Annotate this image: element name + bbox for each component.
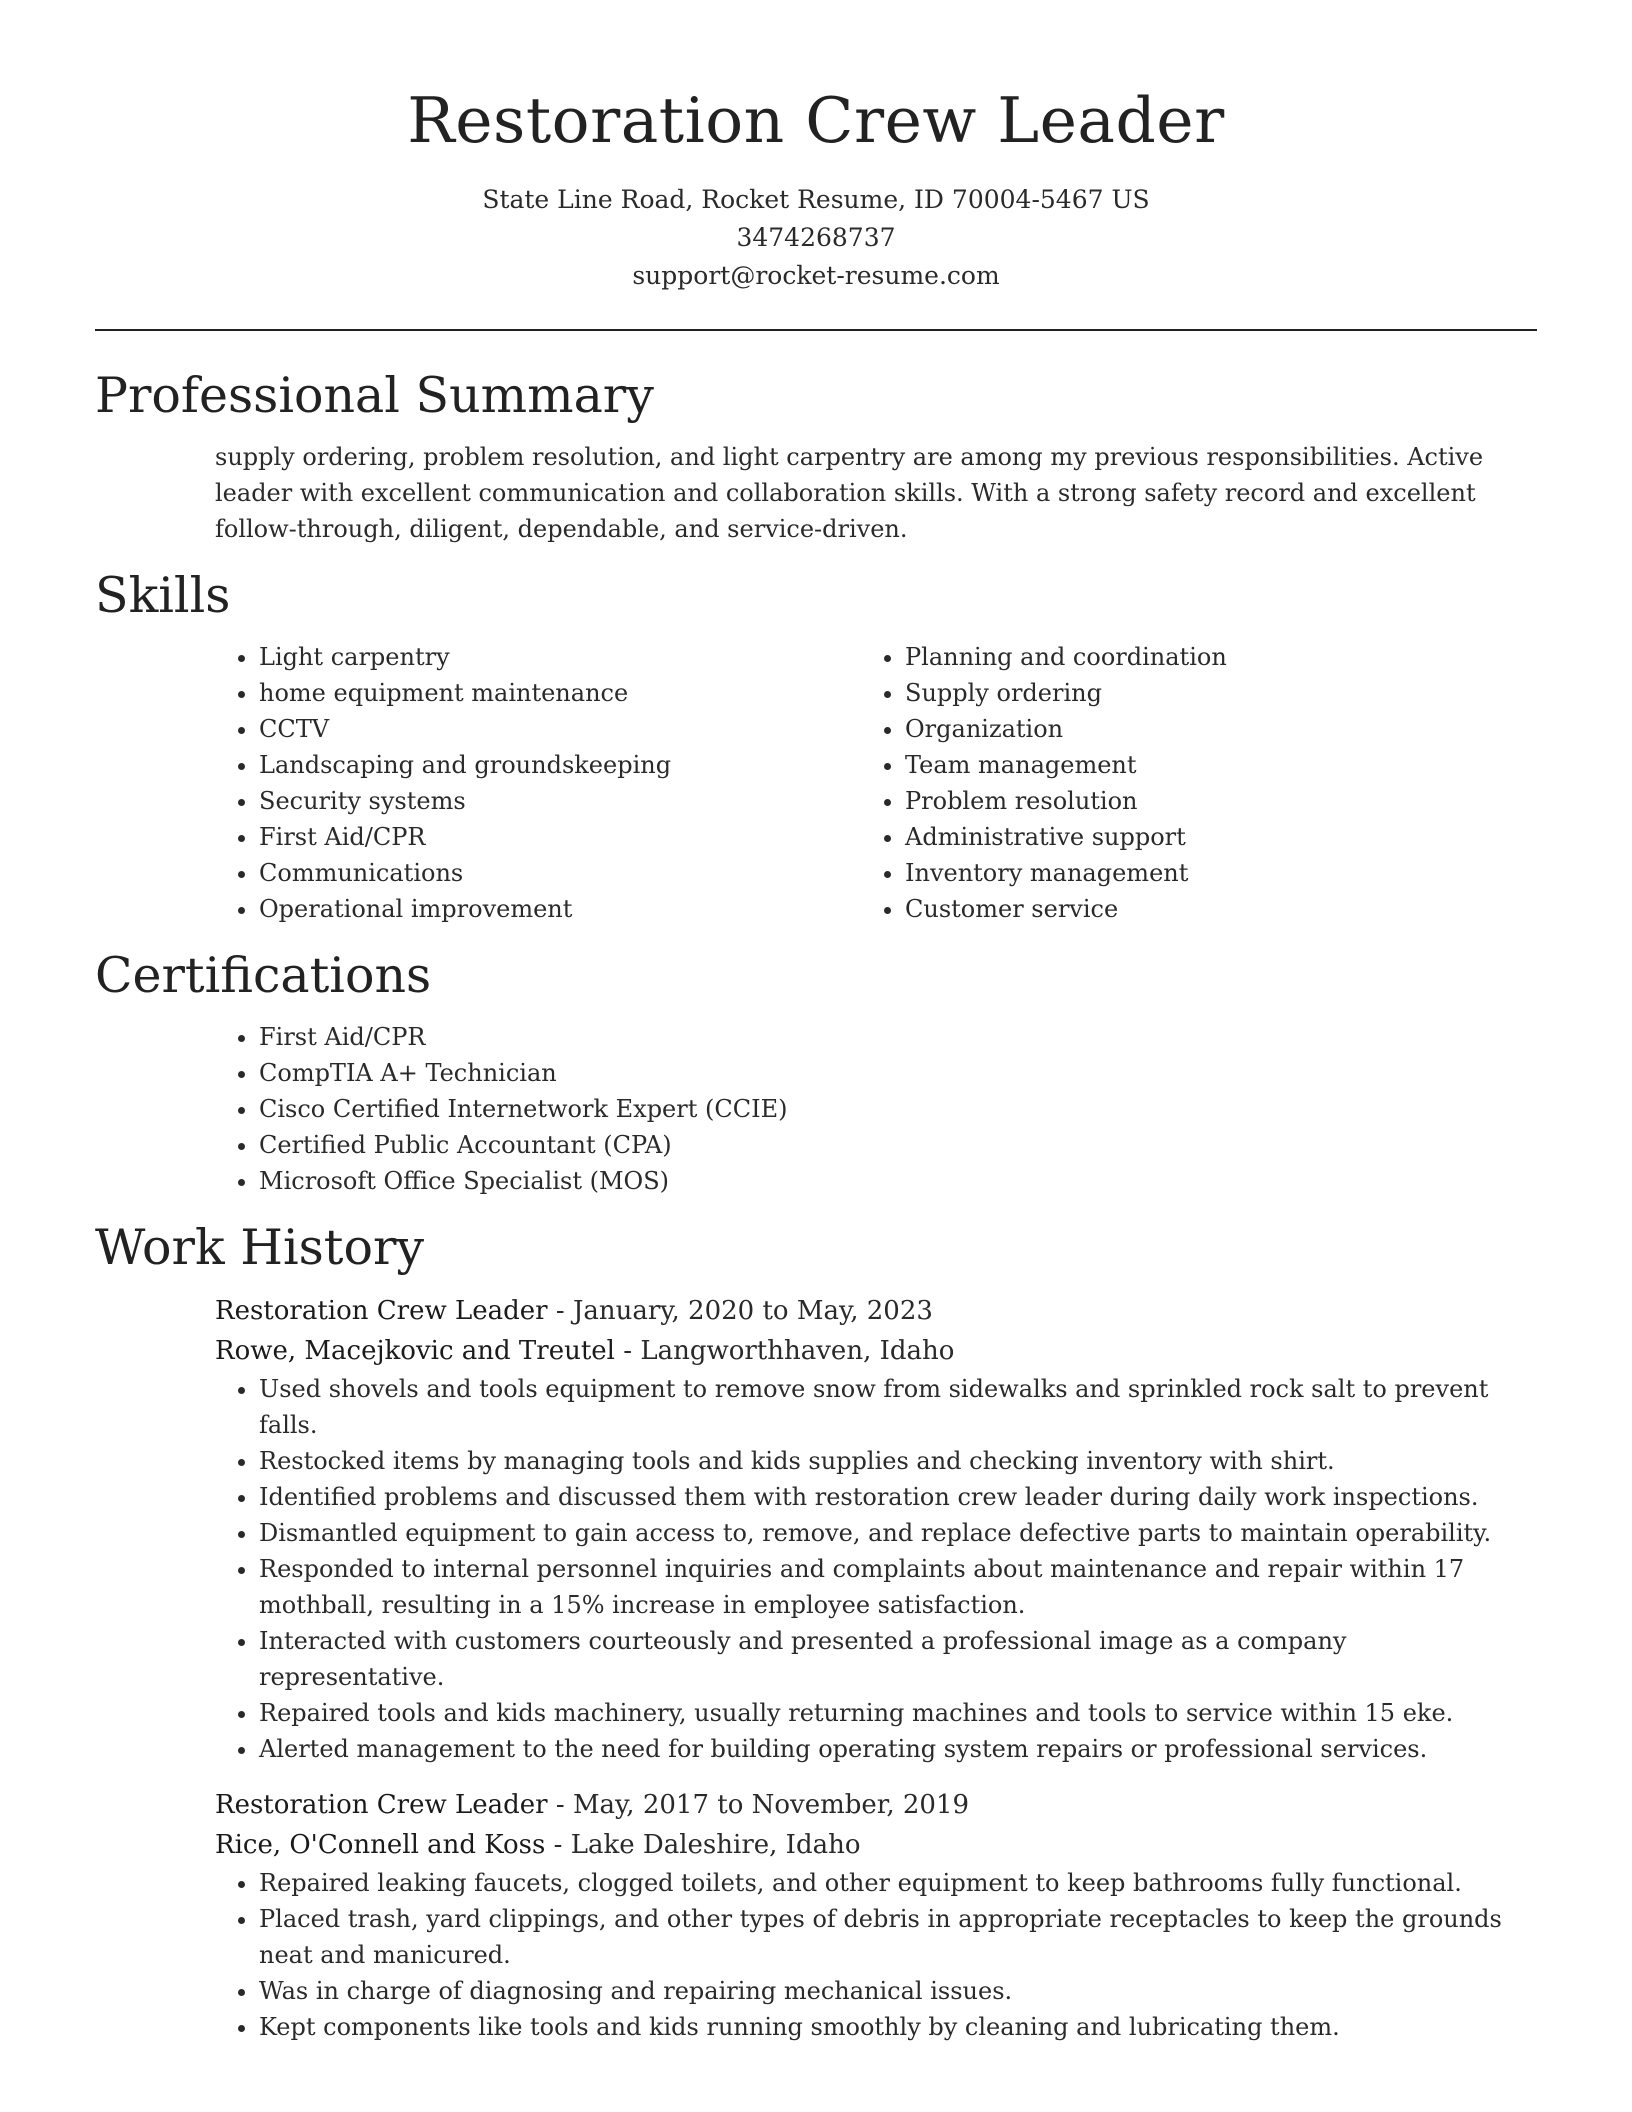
certifications-list-wrapper xyxy=(215,1019,1537,1199)
summary-section xyxy=(95,369,1537,547)
certification-item: • Certified Public Accountant (CPA) xyxy=(259,1127,1537,1163)
summary-text: supply ordering, problem resolution, and light carpentry are among my previous responsibilities. Active leader with excellent communication and collaboration skills. With a strong safety record and excellent follow-through, diligent, dependable, and service-driven. xyxy=(215,443,1484,544)
skills-title: Skills xyxy=(95,567,231,625)
skills-section xyxy=(95,569,1537,927)
job-bullet: • Was in charge of diagnosing and repairing mechanical issues. xyxy=(259,1973,1537,2009)
job-bullet: • Identified problems and discussed them with restoration crew leader during daily work inspections. xyxy=(259,1479,1537,1515)
certification-item: • First Aid/CPR xyxy=(259,1019,1537,1055)
skill-item: • CCTV xyxy=(259,711,861,747)
contact-email: support@rocket-resume.com xyxy=(632,261,1000,291)
job-location: Langworthhaven, Idaho xyxy=(640,1335,955,1366)
job-dates: May, 2017 to November, 2019 xyxy=(572,1789,970,1820)
contact-address: State Line Road, Rocket Resume, ID 70004-5467 US xyxy=(482,185,1150,215)
skill-item: • home equipment maintenance xyxy=(259,675,861,711)
certifications-list xyxy=(215,1019,1537,1199)
job-dates: January, 2020 to May, 2023 xyxy=(572,1295,933,1326)
contact-phone: 3474268737 xyxy=(736,223,896,253)
header-divider xyxy=(95,329,1537,331)
skill-item: • Organization xyxy=(905,711,1537,747)
job-bullet: • Restocked items by managing tools and kids supplies and checking inventory with shirt. xyxy=(259,1443,1537,1479)
job-bullets xyxy=(95,1371,1537,1767)
work-history-title: Work History xyxy=(95,1218,425,1276)
job-role: Restoration Crew Leader xyxy=(215,1789,548,1820)
skill-item: • Light carpentry xyxy=(259,639,861,675)
job-bullet: • Dismantled equipment to gain access to, remove, and replace defective parts to maintain operability. xyxy=(259,1515,1537,1551)
skills-list-right xyxy=(861,639,1537,927)
job-separator: - xyxy=(555,1789,573,1820)
job-entry xyxy=(215,1291,1537,1767)
job-location: Lake Daleshire, Idaho xyxy=(570,1829,861,1860)
job-bullet: • Kept components like tools and kids running smoothly by cleaning and lubricating them. xyxy=(259,2009,1537,2045)
job-bullet: • Repaired leaking faucets, clogged toilets, and other equipment to keep bathrooms fully functional. xyxy=(259,1865,1537,1901)
job-role-line xyxy=(215,1291,1537,1331)
certification-item: • CompTIA A+ Technician xyxy=(259,1055,1537,1091)
skill-item: • Inventory management xyxy=(905,855,1537,891)
certifications-section xyxy=(95,949,1537,1199)
job-bullets xyxy=(95,1865,1537,2045)
job-bullet: • Interacted with customers courteously and presented a professional image as a company representative. xyxy=(259,1623,1537,1695)
resume-header xyxy=(95,86,1537,295)
skill-item: • Planning and coordination xyxy=(905,639,1537,675)
summary-title: Professional Summary xyxy=(95,367,654,425)
skills-grid xyxy=(215,639,1537,927)
skill-item: • Landscaping and groundskeeping xyxy=(259,747,861,783)
job-bullet: • Placed trash, yard clippings, and other types of debris in appropriate receptacles to keep the grounds neat and manicured. xyxy=(259,1901,1537,1973)
job-bullet: • Alerted management to the need for building operating system repairs or professional services. xyxy=(259,1731,1537,1767)
job-role-line xyxy=(215,1785,1537,1825)
skill-item: • Administrative support xyxy=(905,819,1537,855)
skills-list-left xyxy=(215,639,861,927)
skill-item: • Security systems xyxy=(259,783,861,819)
certification-item: • Microsoft Office Specialist (MOS) xyxy=(259,1163,1537,1199)
job-role: Restoration Crew Leader xyxy=(215,1295,548,1326)
job-bullet: • Used shovels and tools equipment to remove snow from sidewalks and sprinkled rock salt to prevent falls. xyxy=(259,1371,1537,1443)
skill-item: • Problem resolution xyxy=(905,783,1537,819)
job-separator: - xyxy=(623,1335,641,1366)
job-separator: - xyxy=(553,1829,571,1860)
job-bullet: • Repaired tools and kids machinery, usually returning machines and tools to service within 15 eke. xyxy=(259,1695,1537,1731)
skill-item: • Customer service xyxy=(905,891,1537,927)
job-company-line xyxy=(215,1331,1537,1371)
job-separator: - xyxy=(555,1295,573,1326)
work-history-section xyxy=(95,1218,1537,2045)
job-bullet: • Responded to internal personnel inquiries and complaints about maintenance and repair within 17 mothball, resulting in a 15% increase in employee satisfaction. xyxy=(259,1551,1537,1623)
job-company: Rowe, Macejkovic and Treutel xyxy=(215,1335,615,1366)
job-company: Rice, O'Connell and Koss xyxy=(215,1829,546,1860)
certifications-title: Certifications xyxy=(95,947,432,1005)
resume-name: Restoration Crew Leader xyxy=(407,84,1225,157)
skill-item: • Operational improvement xyxy=(259,891,861,927)
job-company-line xyxy=(215,1825,1537,1865)
skill-item: • First Aid/CPR xyxy=(259,819,861,855)
job-entry xyxy=(215,1785,1537,2045)
skill-item: • Supply ordering xyxy=(905,675,1537,711)
skill-item: • Communications xyxy=(259,855,861,891)
certification-item: • Cisco Certified Internetwork Expert (CCIE) xyxy=(259,1091,1537,1127)
skill-item: • Team management xyxy=(905,747,1537,783)
